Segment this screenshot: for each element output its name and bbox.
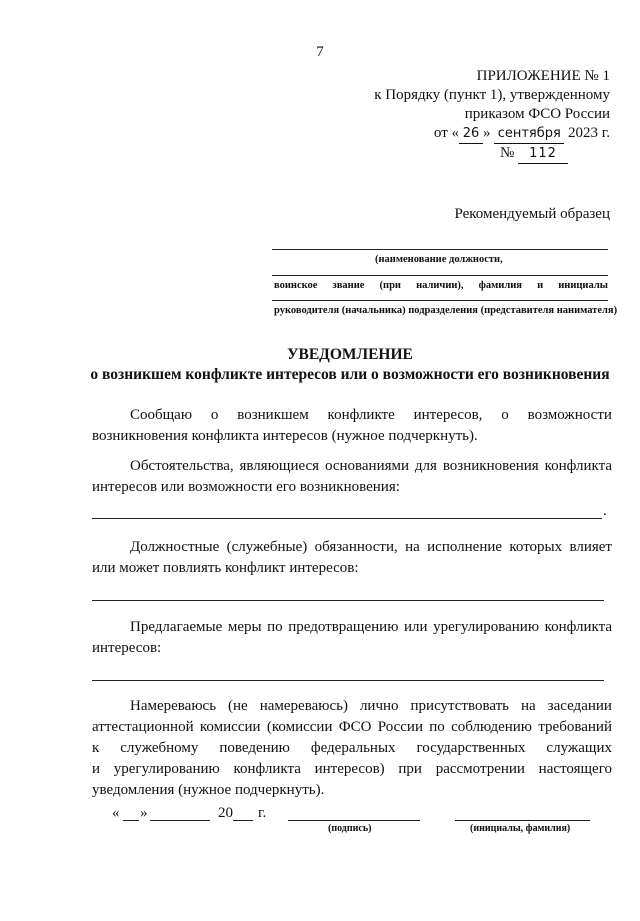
word: аттестационной [92,719,194,735]
word: присутствовать [410,698,510,714]
name-caption: (инициалы, фамилия) [470,823,571,834]
name-line [455,820,590,821]
signature-caption: (подпись) [328,823,372,834]
caption-word: (при [379,280,401,291]
number-prefix: № [499,145,515,161]
word: (не [228,698,248,714]
caption-word: воинское [274,280,318,291]
word: поведению [219,740,290,756]
fill-line-3 [92,680,604,681]
word: федеральных [310,740,396,756]
paragraph-5-line-4 [92,759,612,780]
word: комиссии [199,719,261,735]
signature-line [288,820,420,821]
word: требований [538,719,612,735]
word: лично [359,698,399,714]
paragraph-5 [92,696,612,801]
word: рассмотрении [435,761,525,777]
word: заседании [547,698,612,714]
caption-word: фамилия [478,280,522,291]
paragraph-5-line-1 [92,696,612,717]
paragraph-4 [92,617,612,659]
appendix-line-2: приказом ФСО России [464,106,610,122]
word: интересов) [314,761,385,777]
addressee-line-3 [272,300,608,301]
number-value: 112 [518,144,568,164]
word: к [92,740,100,756]
document-title: УВЕДОМЛЕНИЕ [287,346,413,363]
word: Намереваюсь [130,698,217,714]
word: возникшем [237,407,309,423]
caption-word: звание [332,280,365,291]
sig-month-line [150,820,210,821]
word: на [521,698,536,714]
caption-word: и [537,280,544,291]
date-year: 2023 г. [568,125,610,141]
word: государственных [416,740,526,756]
date-prefix: от « [433,125,460,141]
page-number: 7 [316,44,324,60]
paragraph-1 [92,405,612,447]
paragraph-1-line-1 [92,405,612,426]
word: о [501,407,509,423]
addressee-line-2 [272,275,608,276]
paragraph-3 [92,537,612,579]
date-month: сентября [494,124,564,144]
sig-day-line [123,820,139,821]
word: конфликте [327,407,395,423]
word: урегулированию [113,761,220,777]
sig-date-close: » [140,805,148,821]
word: по [429,719,445,735]
addressee-caption-3: руководителя (начальника) подразделения (представителя нанимателя) [274,305,618,316]
paragraph-2-text: Обстоятельства, являющиеся основаниями для возникновения конфликта интересов или возможности его возникновения: [92,458,612,495]
caption-word: инициалы [558,280,608,291]
appendix-block [374,67,610,164]
date-day: 26 [459,124,483,144]
appendix-date [374,124,610,144]
fill-line-1-period: . [603,503,607,519]
word: России [377,719,423,735]
word: о [210,407,219,423]
word: конфликта [233,761,301,777]
word: ФСО [338,719,372,735]
sig-date-open: « [112,805,120,821]
word: Сообщаю [130,407,193,423]
word: служащих [546,740,612,756]
word: служебному [120,740,199,756]
word: возможности [527,407,612,423]
paragraph-2 [92,456,612,498]
word: (комиссии [266,719,333,735]
fill-line-1 [92,518,602,519]
appendix-title: ПРИЛОЖЕНИЕ № 1 [476,68,610,84]
sample-label: Рекомендуемый образец [454,206,610,222]
word: соблюдению [451,719,533,735]
paragraph-4-text: Предлагаемые меры по предотвращению или урегулированию конфликта интересов: [92,619,612,656]
paragraph-5-line-5: уведомления (нужное подчеркнуть). [92,782,325,798]
appendix-number [374,144,610,164]
word: интересов, [413,407,483,423]
addressee-line-1 [272,249,608,250]
word: и [92,761,101,777]
paragraph-5-line-3 [92,738,612,759]
caption-word: наличии), [416,280,464,291]
addressee-caption-1: (наименование должности, [375,254,503,265]
paragraph-3-text: Должностные (служебные) обязанности, на исполнение которых влияет или может повлиять конфликт интересов: [92,539,612,576]
word: при [398,761,422,777]
addressee-caption-2 [274,280,608,291]
paragraph-5-line-2 [92,717,612,738]
word: настоящего [538,761,612,777]
sig-year-prefix: 20 [218,805,233,821]
paragraph-1-line-2: возникновения конфликта интересов (нужное подчеркнуть). [92,428,478,444]
document-subtitle: о возникшем конфликте интересов или о возможности его возникновения [90,366,610,383]
fill-line-2 [92,600,604,601]
sig-year-line [233,820,253,821]
date-mid: » [483,125,491,141]
sig-year-suffix: г. [258,805,267,821]
word: намереваюсь) [259,698,348,714]
appendix-line-1: к Порядку (пункт 1), утвержденному [374,87,610,103]
